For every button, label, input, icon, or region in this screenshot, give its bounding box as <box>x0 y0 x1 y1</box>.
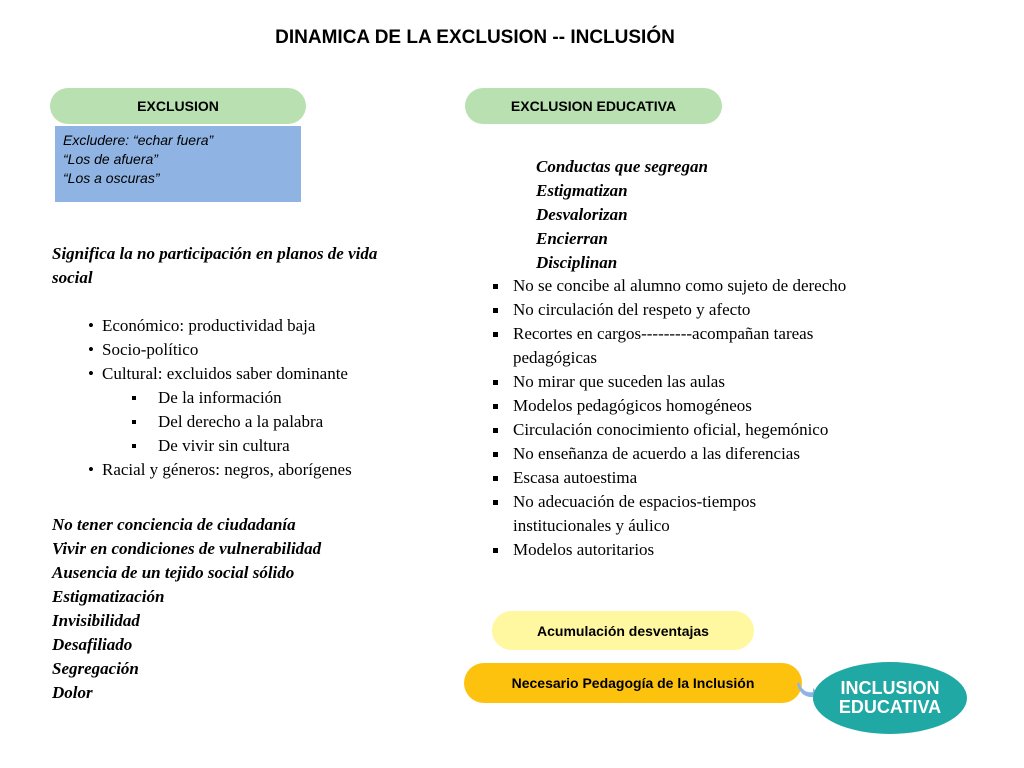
consequence-item: No tener conciencia de ciudadanía <box>52 515 296 534</box>
exclusion-item: Modelos autoritarios <box>485 538 855 562</box>
exclusion-item: Recortes en cargos---------acompañan tareas pedagógicas <box>485 322 855 370</box>
social-planes-list <box>88 314 418 482</box>
exclusion-item: Modelos pedagógicos homogéneos <box>485 394 855 418</box>
inclusion-educativa-ellipse <box>813 662 967 734</box>
exclusion-intro: Significa la no participación en planos de vida social <box>52 244 378 287</box>
behaviors-list <box>536 155 836 275</box>
consequence-item: Ausencia de un tejido social sólido <box>52 563 295 582</box>
cultural-sub-item: De la información <box>132 386 418 410</box>
necessary-pedagogy-pill: Necesario Pedagogía de la Inclusión <box>464 663 802 703</box>
cultural-sub-item: Del derecho a la palabra <box>132 410 418 434</box>
exclusion-item: No circulación del respeto y afecto <box>485 298 855 322</box>
inclusion-line: INCLUSION <box>840 678 940 698</box>
consequence-item: Vivir en condiciones de vulnerabilidad <box>52 539 322 558</box>
cultural-sub-item: De vivir sin cultura <box>132 434 418 458</box>
plane-item: • Racial y géneros: negros, aborígenes <box>88 458 418 482</box>
consequence-item: Invisibilidad <box>52 611 140 630</box>
exclusion-item: No adecuación de espacios-tiempos institucionales y áulico <box>485 490 855 538</box>
diagram-title: DINAMICA DE LA EXCLUSION -- INCLUSIÓN <box>275 27 675 48</box>
plane-item-label: Cultural: excluidos saber dominante <box>102 364 348 383</box>
consequence-item: Desafiliado <box>52 635 133 654</box>
behavior-item: Estigmatizan <box>536 181 628 200</box>
educational-exclusion-list <box>485 274 855 562</box>
consequence-item: Estigmatización <box>52 587 165 606</box>
plane-item: • Socio-político <box>88 338 418 362</box>
exclusion-item: No se concibe al alumno como sujeto de derecho <box>485 274 855 298</box>
definition-line: Excludere: “echar fuera” <box>63 132 214 148</box>
plane-item <box>88 362 418 458</box>
exclusion-educativa-header: EXCLUSION EDUCATIVA <box>465 88 722 124</box>
accumulation-pill: Acumulación desventajas <box>492 611 754 650</box>
exclusion-header: EXCLUSION <box>50 88 306 124</box>
consequences-list <box>52 513 432 705</box>
definition-line: “Los de afuera” <box>63 151 158 167</box>
exclusion-definition-box <box>55 126 301 202</box>
exclusion-item: No mirar que suceden las aulas <box>485 370 855 394</box>
inclusion-line: EDUCATIVA <box>838 697 942 717</box>
exclusion-item: No enseñanza de acuerdo a las diferencias <box>485 442 855 466</box>
plane-item: • Económico: productividad baja <box>88 314 418 338</box>
exclusion-item: Circulación conocimiento oficial, hegemónico <box>485 418 855 442</box>
behavior-item: Conductas que segregan <box>536 157 708 176</box>
behavior-item: Encierran <box>536 229 608 248</box>
behavior-item: Disciplinan <box>536 253 618 272</box>
consequence-item: Segregación <box>52 659 139 678</box>
definition-line: “Los a oscuras” <box>63 170 160 186</box>
behavior-item: Desvalorizan <box>536 205 628 224</box>
consequence-item: Dolor <box>52 683 93 702</box>
exclusion-item: Escasa autoestima <box>485 466 855 490</box>
cultural-sub-list <box>102 386 418 458</box>
